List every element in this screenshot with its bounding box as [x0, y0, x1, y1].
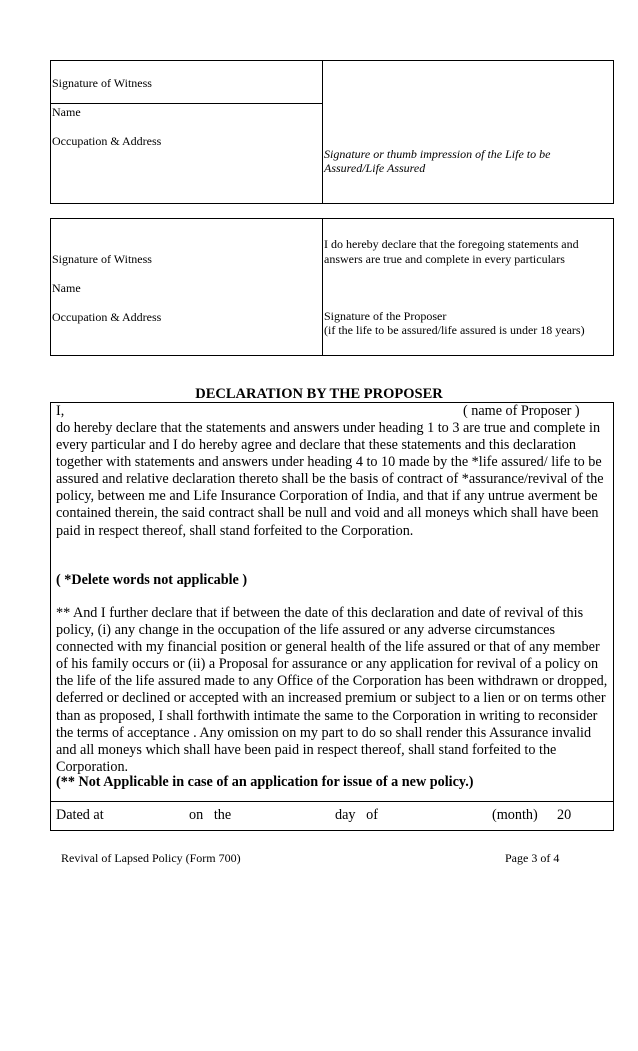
not-applicable-note: (** Not Applicable in case of an application for issue of a new policy.): [56, 774, 474, 790]
month-label: (month): [492, 807, 538, 823]
witness-2-occupation-label: Occupation & Address: [52, 310, 162, 324]
dated-at-label: Dated at: [56, 807, 104, 823]
year-prefix-label: 20: [557, 807, 572, 823]
declaration-paragraph-1: do hereby declare that the statements and answers under heading 1 to 3 are true and complete in every particular and I do hereby agree and declare that these statements and this declaration together with statements and answers under heading 4 to 10 made by the *life assured/ life to be assured and relative declaration thereto shall be the basis of contract of *assurance/revival of the policy, between me and Life Insurance Corporation of India, and that if any untrue averment be contained therein, the said contract shall be null and void and all moneys which shall have been paid in respect thereof, shall stand forfeited to the Corporation.: [56, 420, 604, 539]
life-assured-signature-label-line2: Assured/Life Assured: [324, 161, 426, 175]
witness-2-name-label: Name: [52, 281, 81, 295]
declaration-paragraph-2: ** And I further declare that if between the date of this declaration and date of revival of this policy, (i) any change in the occupation of the life assured or any adverse circumstances connected with my financial position or general health of the life assured or that of any member of his family occurs or (ii) a Proposal for assurance or any application for revival of a policy on the life of the life assured made to any Office of the Corporation has been withdrawn or dropped, deferred or declined or accepted with an increased premium or subject to a lien or on terms other than as proposed, I shall forthwith intimate the same to the Corporation in writing to reconsider the terms of acceptance . Any omission on my part to do so shall render this Assurance invalid and all moneys which shall have been paid in respect thereof, shall stand forfeited to the Corporation.: [56, 605, 608, 775]
witness-2-signature-label: Signature of Witness: [52, 252, 152, 266]
witness-1-occupation-label: Occupation & Address: [52, 134, 162, 148]
proposer-under-18-note: (if the life to be assured/life assured is under 18 years): [324, 323, 585, 337]
witness-1-signature-label: Signature of Witness: [52, 76, 152, 90]
proposer-declare-line2: answers are true and complete in every particulars: [324, 252, 565, 266]
day-of-label: day of: [335, 807, 378, 823]
declaration-i-label: I,: [56, 403, 65, 419]
on-the-label: on the: [189, 807, 232, 823]
footer-page-number: Page 3 of 4: [505, 851, 560, 865]
footer-form-name: Revival of Lapsed Policy (Form 700): [61, 851, 241, 865]
name-of-proposer-label: ( name of Proposer ): [463, 403, 580, 419]
witness-block-1-divider: [322, 60, 323, 204]
proposer-signature-label: Signature of the Proposer: [324, 309, 447, 323]
proposer-declare-line1: I do hereby declare that the foregoing statements and: [324, 237, 579, 251]
witness-1-name-label: Name: [52, 105, 81, 119]
witness-block-1-row-line: [50, 103, 323, 104]
life-assured-signature-label-line1: Signature or thumb impression of the Life to be: [324, 147, 551, 161]
witness-block-2-divider: [322, 218, 323, 356]
delete-words-note: ( *Delete words not applicable ): [56, 572, 248, 588]
declaration-title: DECLARATION BY THE PROPOSER: [195, 386, 443, 402]
